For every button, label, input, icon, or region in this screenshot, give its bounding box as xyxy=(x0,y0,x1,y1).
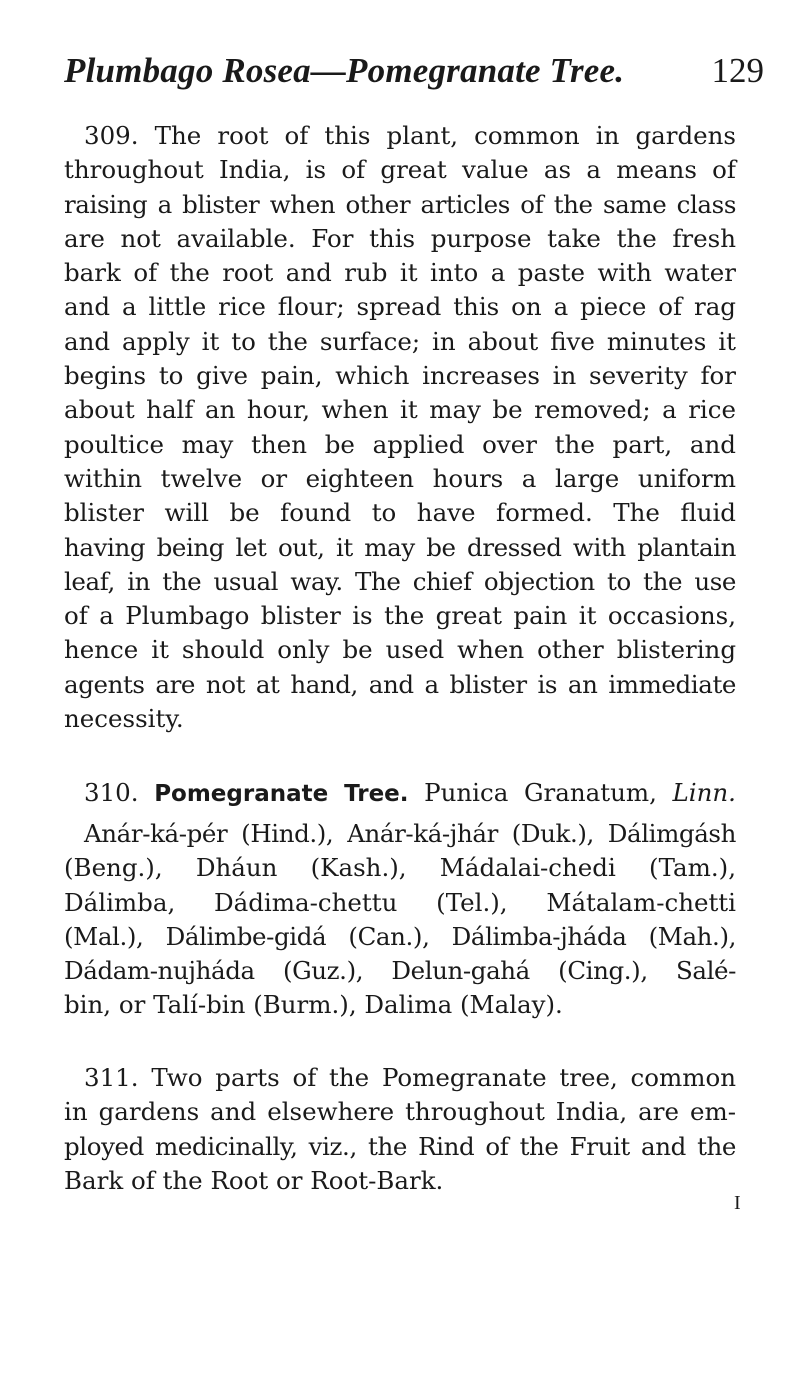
text-line: 309. The root of this plant, common in gardens xyxy=(84,121,736,150)
text-line: and a little rice flour; spread this on a piece of rag xyxy=(64,292,736,322)
text-line: throughout India, is of great value as a means of xyxy=(64,155,736,185)
text-line: necessity. xyxy=(64,704,184,734)
text-line: are not available. For this purpose take the fresh xyxy=(64,223,736,253)
text-line: blister will be found to have formed. The fluid xyxy=(64,498,736,528)
signature-mark: I xyxy=(734,1192,741,1214)
text-line: begins to give pain, which increases in severity for xyxy=(64,361,736,391)
paragraph-309 xyxy=(64,119,736,736)
text-line: hence it should only be used when other blistering xyxy=(64,635,736,665)
text-line: 311. Two parts of the Pomegranate tree, common xyxy=(84,1063,736,1092)
text-line: raising a blister when other articles of the same class xyxy=(64,189,736,219)
text-line: (Mal.), Dálimbe-gidá (Can.), Dálimba-jháda (Mah.), xyxy=(64,921,736,951)
text-line: (Beng.), Dháun (Kash.), Mádalai-chedi (Tam.), xyxy=(64,853,736,883)
running-title: Plumbago Rosea—Pomegranate Tree. xyxy=(64,51,625,90)
text-line: within twelve or eighteen hours a large uniform xyxy=(64,463,736,493)
text-line: of a Plumbago blister is the great pain it occasions, xyxy=(64,601,736,631)
latin-name: Punica Granatum, xyxy=(424,778,657,807)
entry-heading: Pomegranate Tree. xyxy=(154,781,409,807)
text-line: poultice may then be applied over the part, and xyxy=(64,429,736,459)
text-line: agents are not at hand, and a blister is an immediate xyxy=(64,669,736,699)
page-number: 129 xyxy=(711,51,764,90)
text-line: Anár-ká-pér (Hind.), Anár-ká-jhár (Duk.), Dálimgásh xyxy=(84,819,736,848)
text-line: bark of the root and rub it into a paste with water xyxy=(64,258,736,288)
paragraph-310-heading xyxy=(64,776,736,810)
entry-number: 310. xyxy=(84,778,139,807)
text-line: in gardens and elsewhere throughout India, are em- xyxy=(64,1097,736,1127)
running-header xyxy=(64,46,764,96)
text-line: bin, or Talí-bin (Burm.), Dalima (Malay). xyxy=(64,990,563,1020)
text-line: Dálimba, Dádima-chettu (Tel.), Mátalam-chetti xyxy=(64,887,736,917)
text-line: Bark of the Root or Root-Bark. xyxy=(64,1165,444,1195)
text-line: ployed medicinally, viz., the Rind of the Fruit and the xyxy=(64,1131,736,1161)
text-line: about half an hour, when it may be removed; a rice xyxy=(64,395,736,425)
text-line: and apply it to the surface; in about five minutes it xyxy=(64,326,736,356)
paragraph-310-vernacular-names xyxy=(64,817,736,1023)
text-line: Dádam-nujháda (Guz.), Delun-gahá (Cing.), Salé- xyxy=(64,956,736,986)
text-line: leaf, in the usual way. The chief objection to the use xyxy=(64,566,736,596)
entry-heading-line xyxy=(64,776,736,810)
text-line: having being let out, it may be dressed with plantain xyxy=(64,532,736,562)
paragraph-311 xyxy=(64,1061,736,1198)
taxonomic-authority: Linn. xyxy=(672,778,736,807)
